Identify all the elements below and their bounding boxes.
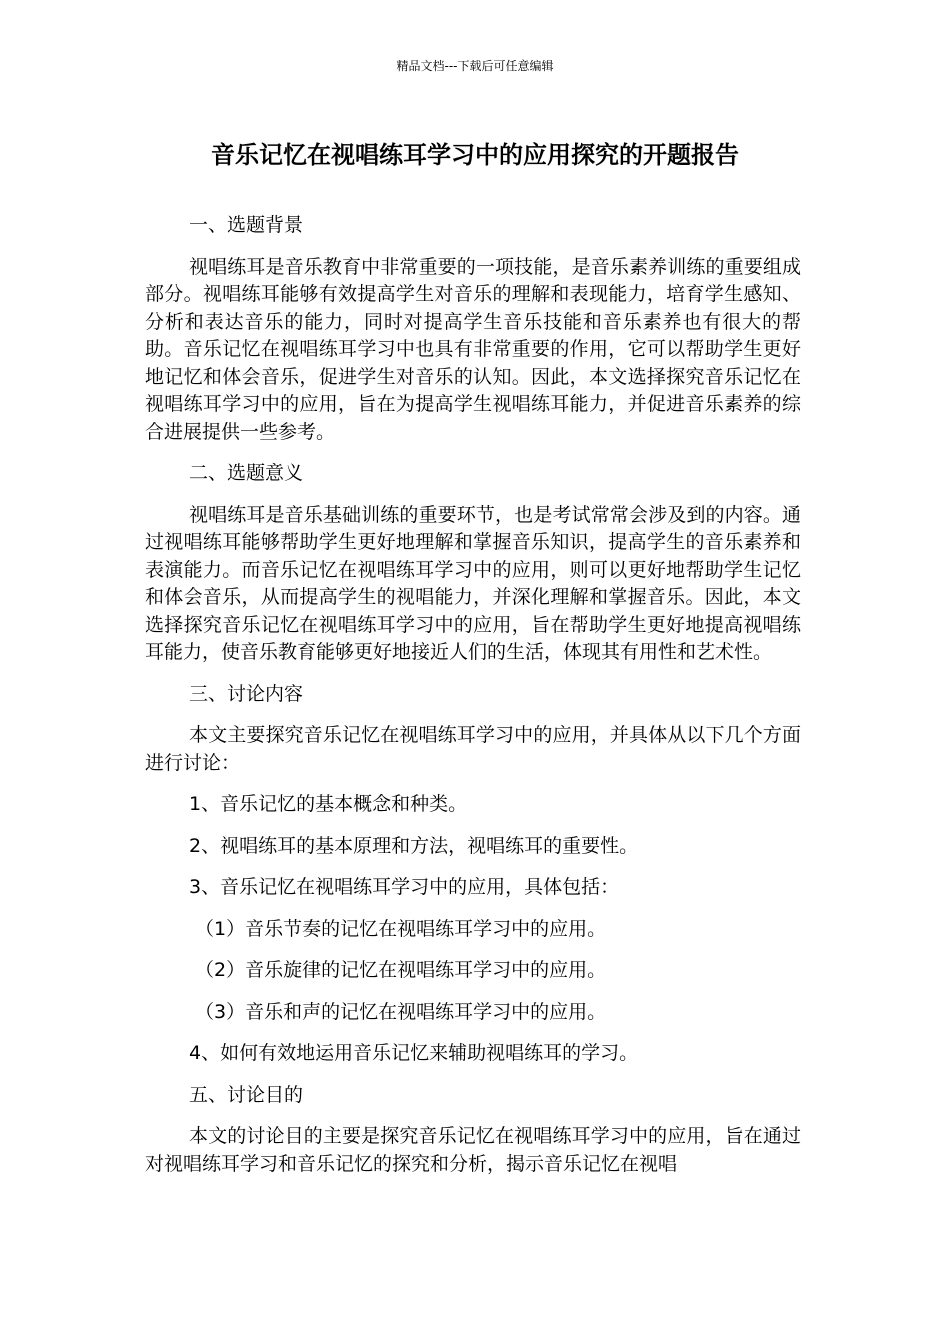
paragraph-content: 本文主要探究音乐记忆在视唱练耳学习中的应用，并具体从以下几个方面进行讨论： <box>145 724 801 774</box>
section-heading-significance: 二、选题意义 <box>189 462 304 484</box>
list-subitem: （2）音乐旋律的记忆在视唱练耳学习中的应用。 <box>195 959 607 981</box>
list-item: 3、音乐记忆在视唱练耳学习中的应用，具体包括： <box>189 876 620 898</box>
page-header: 精品文档---下载后可任意编辑 <box>396 59 554 73</box>
section-heading-content: 三、讨论内容 <box>189 682 304 705</box>
list-item: 1、音乐记忆的基本概念和种类。 <box>189 793 468 815</box>
document-title: 音乐记忆在视唱练耳学习中的应用探究的开题报告 <box>211 141 739 169</box>
list-item: 2、视唱练耳的基本原理和方法，视唱练耳的重要性。 <box>189 834 639 857</box>
paragraph-background: 视唱练耳是音乐教育中非常重要的一项技能，是音乐素养训练的重要组成部分。视唱练耳能够有效提高学生对音乐的理解和表现能力，培育学生感知、分析和表达音乐的能力，同时对提高学生音乐技能和音乐素养也有很大的帮助。音乐记忆在视唱练耳学习中也具有非常重要的作用，它可以帮助学生更好地记忆和体会音乐，促进学生对音乐的认知。因此，本文选择探究音乐记忆在视唱练耳学习中的应用，旨在为提高学生视唱练耳能力，并促进音乐素养的综合进展提供一些参考。 <box>145 255 801 443</box>
section-heading-purpose: 五、讨论目的 <box>189 1083 304 1106</box>
list-subitem: （3）音乐和声的记忆在视唱练耳学习中的应用。 <box>195 1000 607 1023</box>
section-heading-background: 一、选题背景 <box>189 214 304 236</box>
list-item: 4、如何有效地运用音乐记忆来辅助视唱练耳的学习。 <box>189 1042 639 1064</box>
list-subitem: （1）音乐节奏的记忆在视唱练耳学习中的应用。 <box>195 917 607 940</box>
paragraph-purpose: 本文的讨论目的主要是探究音乐记忆在视唱练耳学习中的应用，旨在通过对视唱练耳学习和音乐记忆的探究和分析，揭示音乐记忆在视唱 <box>145 1125 801 1175</box>
paragraph-significance: 视唱练耳是音乐基础训练的重要环节，也是考试常常会涉及到的内容。通过视唱练耳能够帮助学生更好地理解和掌握音乐知识，提高学生的音乐素养和表演能力。而音乐记忆在视唱练耳学习中的应用，则可以更好地帮助学生记忆和体会音乐，从而提高学生的视唱能力，并深化理解和掌握音乐。因此，本文选择探究音乐记忆在视唱练耳学习中的应用，旨在帮助学生更好地提高视唱练耳能力，使音乐教育能够更好地接近人们的生活，体现其有用性和艺术性。 <box>145 503 801 663</box>
document-body <box>145 212 801 1192</box>
